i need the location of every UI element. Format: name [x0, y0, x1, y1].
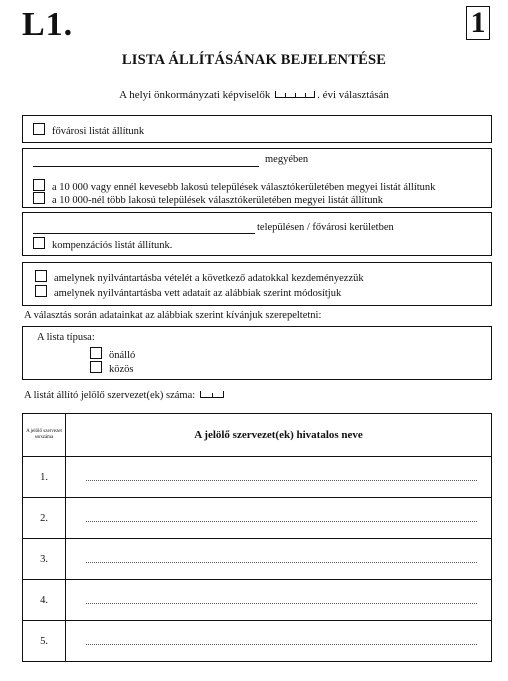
- capital-list-label: fővárosi listát állítunk: [52, 126, 145, 137]
- list-type-joint-label: közös: [109, 364, 134, 375]
- nominator-count-input[interactable]: [200, 391, 224, 398]
- display-note: A választás során adatainkat az alábbiak szerint kívánjuk szerepeltetni:: [24, 310, 322, 321]
- row-number: 1.: [23, 457, 66, 498]
- organization-name-field[interactable]: [66, 539, 492, 580]
- compensation-checkbox[interactable]: [33, 237, 45, 249]
- county-large-label: a 10 000-nél több lakosú települések választókerületében megyei listát állítunk: [52, 195, 383, 206]
- registry-modify-label: amelynek nyilvántartásba vett adatait az alábbiak szerint módosítjuk: [54, 288, 342, 299]
- registry-new-label: amelynek nyilvántartásba vételét a következő adatokkal kezdeményezzük: [54, 273, 364, 284]
- form-title: LISTA ÁLLÍTÁSÁNAK BEJELENTÉSE: [121, 52, 387, 68]
- capital-list-section: [22, 115, 492, 143]
- capital-list-checkbox[interactable]: [33, 123, 45, 135]
- registry-modify-checkbox[interactable]: [35, 285, 47, 297]
- registry-section: [22, 262, 492, 306]
- list-type-section: [22, 326, 492, 380]
- compensation-list-section: [22, 212, 492, 256]
- county-large-checkbox[interactable]: [33, 192, 45, 204]
- list-type-independent-label: önálló: [109, 350, 136, 361]
- subtitle-prefix: A helyi önkormányzati képviselők: [119, 89, 271, 101]
- organization-name-field[interactable]: [66, 498, 492, 539]
- column-header-number: A jelölő szervezet sorszáma: [23, 414, 66, 457]
- year-input[interactable]: [275, 91, 315, 98]
- nominator-count-row: [24, 390, 226, 401]
- compensation-label: kompenzációs listát állítunk.: [52, 240, 173, 251]
- county-suffix: megyében: [265, 154, 309, 165]
- organization-name-field[interactable]: [66, 580, 492, 621]
- election-subtitle: [0, 89, 508, 101]
- county-list-section: [22, 148, 492, 208]
- organization-name-field[interactable]: [66, 621, 492, 662]
- table-row: [23, 580, 492, 621]
- column-header-name: A jelölő szervezet(ek) hivatalos neve: [66, 414, 492, 457]
- settlement-suffix: településen / fővárosi kerületben: [257, 222, 394, 233]
- subtitle-suffix: . évi választásán: [317, 89, 389, 101]
- table-header-row: [23, 414, 492, 457]
- table-row: [23, 498, 492, 539]
- table-row: [23, 539, 492, 580]
- row-number: 5.: [23, 621, 66, 662]
- list-type-label: A lista típusa:: [37, 332, 95, 343]
- settlement-name-field[interactable]: [33, 233, 255, 234]
- county-small-label: a 10 000 vagy ennél kevesebb lakosú települések választókerületében megyei listát állítunk: [52, 182, 436, 193]
- nominator-count-label: A listát állító jelölő szervezet(ek) száma:: [24, 390, 196, 401]
- table-row: [23, 457, 492, 498]
- registry-new-checkbox[interactable]: [35, 270, 47, 282]
- row-number: 4.: [23, 580, 66, 621]
- county-small-checkbox[interactable]: [33, 179, 45, 191]
- page-number-box: 1: [466, 6, 490, 40]
- county-name-field[interactable]: [33, 166, 259, 167]
- nominator-table: [22, 413, 492, 662]
- list-type-joint-checkbox[interactable]: [90, 361, 102, 373]
- row-number: 3.: [23, 539, 66, 580]
- organization-name-field[interactable]: [66, 457, 492, 498]
- table-row: [23, 621, 492, 662]
- row-number: 2.: [23, 498, 66, 539]
- form-code: L1.: [22, 6, 74, 43]
- list-type-independent-checkbox[interactable]: [90, 347, 102, 359]
